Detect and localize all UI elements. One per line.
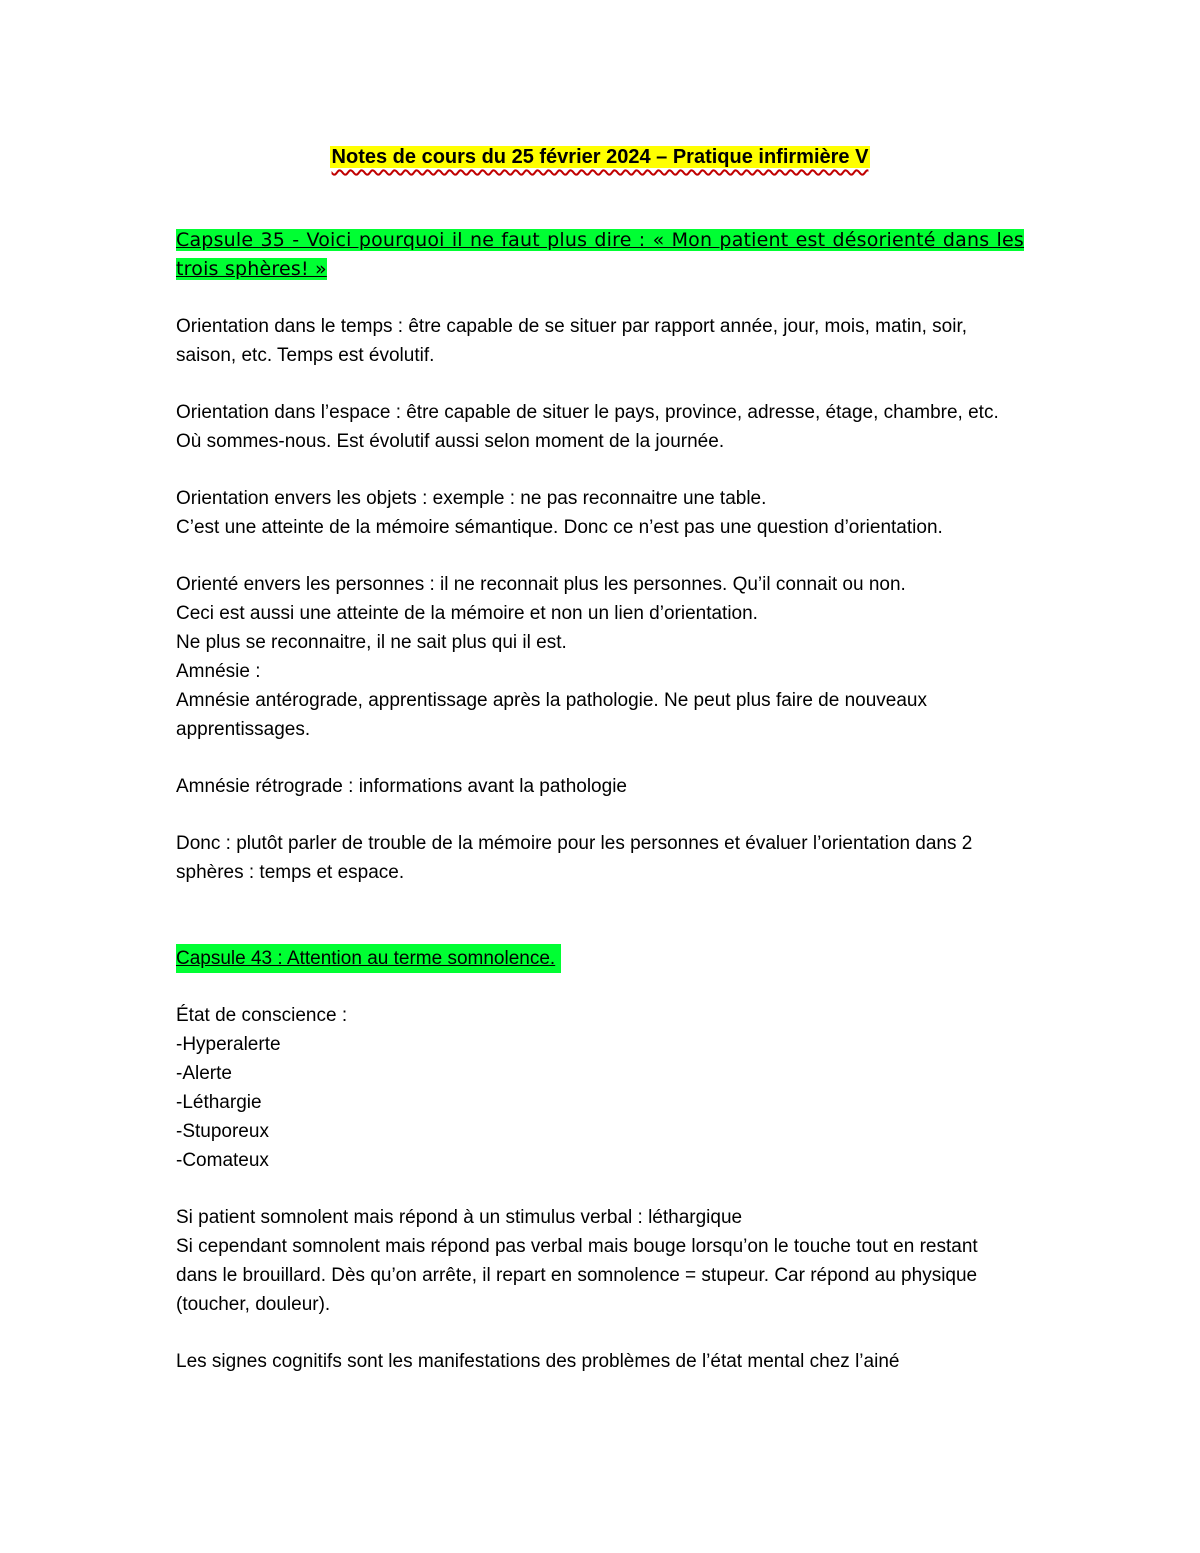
section-heading-capsule-35: Capsule 35 - Voici pourquoi il ne faut plus dire : « Mon patient est désorienté dans les trois sphères! » bbox=[176, 229, 1024, 280]
paragraph-lethargic: Si patient somnolent mais répond à un stimulus verbal : léthargique bbox=[176, 1207, 743, 1228]
consciousness-level: -Hyperalerte bbox=[176, 1034, 281, 1055]
paragraph-retrograde: Amnésie rétrograde : informations avant la pathologie bbox=[176, 776, 627, 797]
consciousness-label: État de conscience : bbox=[176, 1005, 348, 1026]
paragraph-cognitive-signs: Les signes cognitifs sont les manifestations des problèmes de l’état mental chez l’ainé bbox=[176, 1351, 900, 1372]
document-title-text: Notes de cours du 25 février 2024 – Pratique infirmière V bbox=[331, 146, 869, 168]
document-body bbox=[176, 226, 1024, 1376]
paragraph-persons-line-2: Ceci est aussi une atteinte de la mémoire et non un lien d’orientation. bbox=[176, 603, 758, 624]
paragraph-space: Orientation dans l’espace : être capable de situer le pays, province, adresse, étage, chambre, etc. Où sommes-nous. Est évolutif aussi selon moment de la journée. bbox=[176, 402, 999, 452]
consciousness-level: -Stuporeux bbox=[176, 1121, 269, 1142]
consciousness-level: -Comateux bbox=[176, 1150, 269, 1171]
paragraph-persons-line-1: Orienté envers les personnes : il ne reconnait plus les personnes. Qu’il connait ou non. bbox=[176, 574, 906, 595]
paragraph-conclusion: Donc : plutôt parler de trouble de la mémoire pour les personnes et évaluer l’orientation dans 2 sphères : temps et espace. bbox=[176, 833, 973, 883]
paragraph-objects-line-2: C’est une atteinte de la mémoire sémantique. Donc ce n’est pas une question d’orientation. bbox=[176, 517, 943, 538]
paragraph-objects-line-1: Orientation envers les objets : exemple : ne pas reconnaitre une table. bbox=[176, 488, 767, 509]
section-heading-capsule-43: Capsule 43 : Attention au terme somnolence. bbox=[176, 944, 1024, 973]
paragraph-time: Orientation dans le temps : être capable de se situer par rapport année, jour, mois, matin, soir, saison, etc. Temps est évolutif. bbox=[176, 316, 968, 366]
consciousness-level: -Léthargie bbox=[176, 1092, 262, 1113]
paragraph-anterograde: Amnésie antérograde, apprentissage après la pathologie. Ne peut plus faire de nouveaux apprentissages. bbox=[176, 690, 928, 740]
paragraph-stupor: Si cependant somnolent mais répond pas verbal mais bouge lorsqu’on le touche tout en restant dans le brouillard. Dès qu’on arrête, il repart en somnolence = stupeur. Car répond au physique (toucher, douleur). bbox=[176, 1236, 978, 1315]
paragraph-persons-line-3: Ne plus se reconnaitre, il ne sait plus qui il est. bbox=[176, 632, 567, 653]
consciousness-level: -Alerte bbox=[176, 1063, 232, 1084]
paragraph-amnesia-label: Amnésie : bbox=[176, 661, 261, 682]
document-title bbox=[0, 140, 1200, 174]
